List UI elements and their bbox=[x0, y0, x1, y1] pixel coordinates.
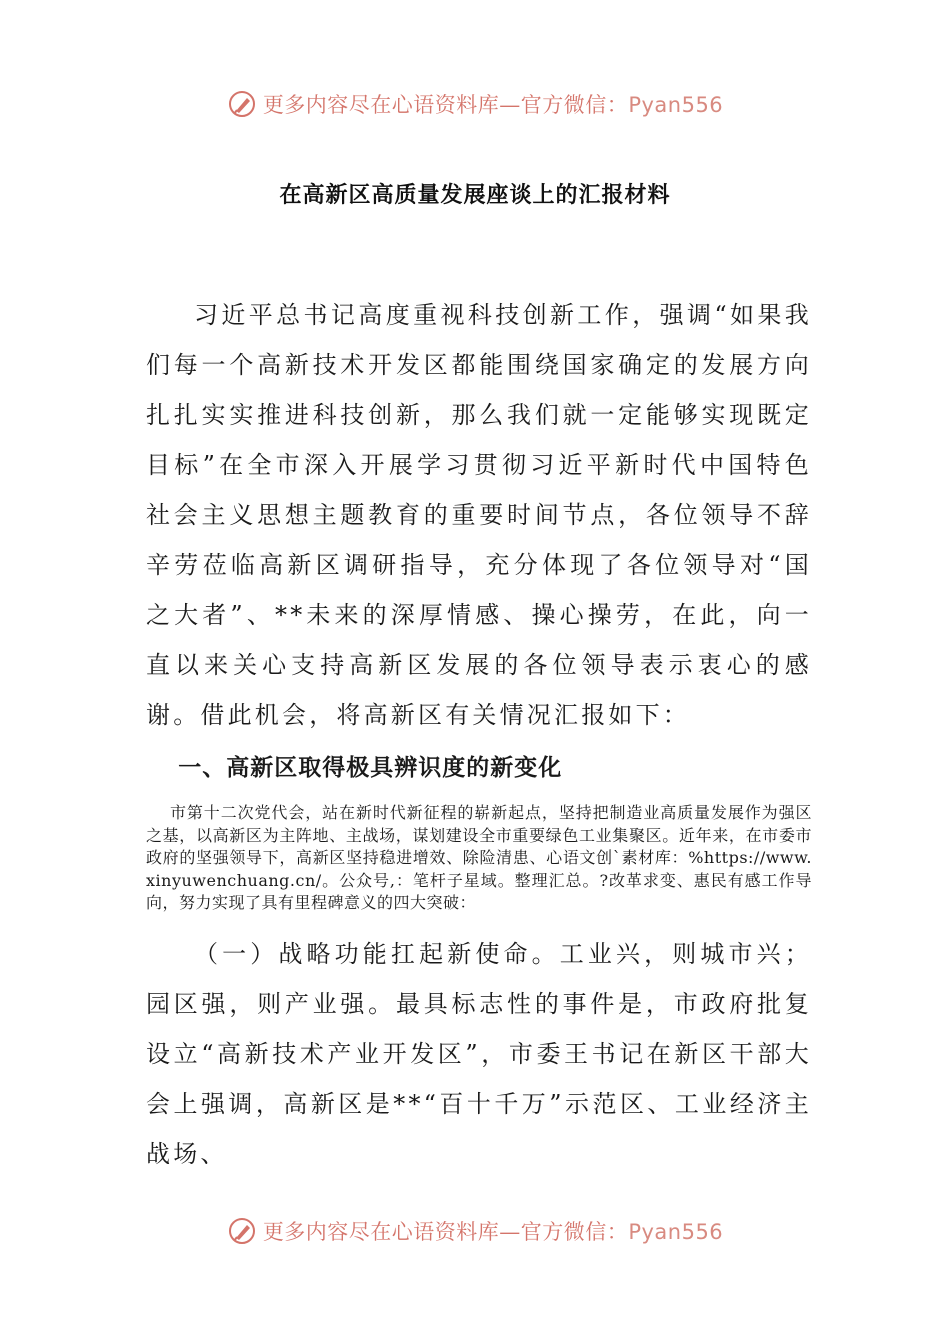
watermark-text: 更多内容尽在心语资料库—官方微信：Pyan556 bbox=[262, 1220, 724, 1244]
watermark-header bbox=[0, 84, 950, 124]
wechat-id: Pyan556 bbox=[628, 93, 724, 117]
document-title: 在高新区高质量发展座谈上的汇报材料 bbox=[279, 183, 671, 208]
watermark-footer bbox=[0, 1211, 950, 1251]
section-summary-paragraph: 市第十二次党代会，站在新时代新征程的崭新起点，坚持把制造业高质量发展作为强区之基，以高新区为主阵地、主战场，谋划建设全市重要绿色工业集聚区。近年来，在市委市政府的坚强领导下，高新区坚持稳进增效、除险清患、心语文创`素材库：%https://www.xinyuwenchuang.cn/。公众号,：笔杆子星域。整理汇总。?改革求变、惠民有感工作导向，努力实现了具有里程碑意义的四大突破： bbox=[146, 803, 812, 912]
fountain-pen-nib-icon bbox=[227, 89, 257, 119]
wechat-id: Pyan556 bbox=[628, 1220, 724, 1244]
section-heading: 一、高新区取得极具辨识度的新变化 bbox=[178, 755, 563, 781]
subsection-paragraph: （一）战略功能扛起新使命。工业兴，则城市兴；园区强，则产业强。最具标志性的事件是，市政府批复设立“高新技术产业开发区”，市委王书记在新区干部大会上强调，高新区是**“百十千万”示范区、工业经济主战场、 bbox=[146, 939, 812, 1168]
document-body bbox=[146, 290, 812, 1179]
intro-paragraph: 习近平总书记高度重视科技创新工作，强调“如果我们每一个高新技术开发区都能围绕国家确定的发展方向扎扎实实推进科技创新，那么我们就一定能够实现既定目标”在全市深入开展学习贯彻习近平新时代中国特色社会主义思想主题教育的重要时间节点，各位领导不辞辛劳莅临高新区调研指导，充分体现了各位领导对“国之大者”、**未来的深厚情感、操心操劳，在此，向一直以来关心支持高新区发展的各位领导表示衷心的感谢。借此机会，将高新区有关情况汇报如下： bbox=[146, 301, 812, 729]
fountain-pen-nib-icon bbox=[227, 1216, 257, 1246]
watermark-text: 更多内容尽在心语资料库—官方微信：Pyan556 bbox=[262, 93, 724, 117]
